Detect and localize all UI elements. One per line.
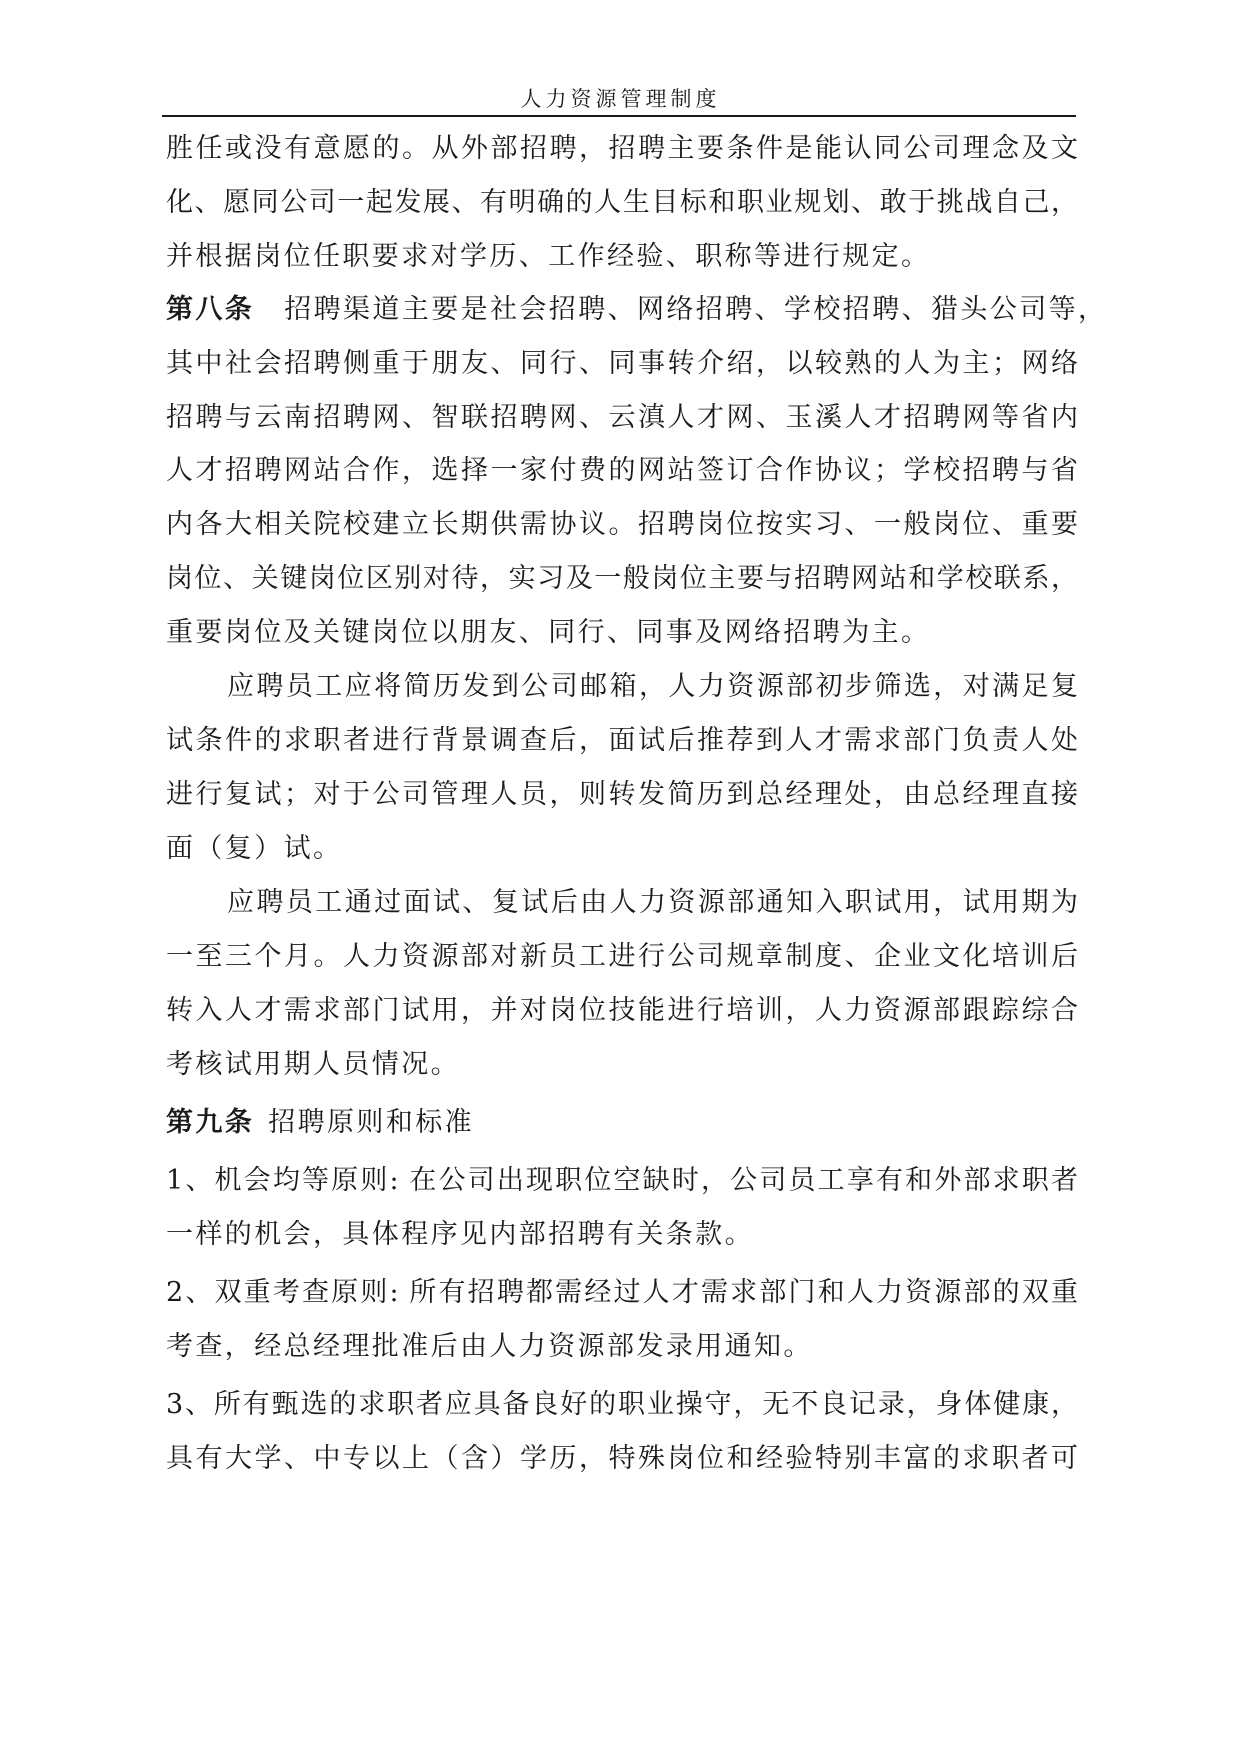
list-item-line: 具有大学、中专以上（含）学历，特殊岗位和经验特别丰富的求职者可 [166, 1443, 1078, 1474]
text-line: 考核试用期人员情况。 [166, 1049, 460, 1080]
text-line: 内各大相关院校建立长期供需协议。招聘岗位按实习、一般岗位、重要 [166, 509, 1078, 540]
text-line: 并根据岗位任职要求对学历、工作经验、职称等进行规定。 [166, 241, 931, 272]
list-item-line: 一样的机会，具体程序见内部招聘有关条款。 [166, 1219, 754, 1250]
text-line: 重要岗位及关键岗位以朋友、同行、同事及网络招聘为主。 [166, 617, 931, 648]
text-line: 人才招聘网站合作，选择一家付费的网站签订合作协议；学校招聘与省 [166, 455, 1078, 486]
text-line: 其中社会招聘侧重于朋友、同行、同事转介绍，以较熟的人为主；网络 [166, 348, 1078, 379]
text-line: 胜任或没有意愿的。从外部招聘，招聘主要条件是能认同公司理念及文 [166, 133, 1078, 164]
text-line: 面（复）试。 [166, 833, 343, 864]
text-line: 化、愿同公司一起发展、有明确的人生目标和职业规划、敢于挑战自己， [166, 187, 1078, 218]
page-header-title: 人力资源管理制度 [520, 87, 721, 111]
list-item-line: 1、机会均等原则: 在公司出现职位空缺时，公司员工享有和外部求职者 [166, 1165, 1078, 1196]
text-line: 应聘员工应将简历发到公司邮箱，人力资源部初步筛选，对满足复 [227, 671, 1078, 702]
text-line: 应聘员工通过面试、复试后由人力资源部通知入职试用，试用期为 [227, 887, 1078, 918]
header-divider [162, 115, 1076, 117]
text-line: 一至三个月。人力资源部对新员工进行公司规章制度、企业文化培训后 [166, 941, 1078, 972]
article-label: 第八条 [166, 294, 255, 325]
text-line: 进行复试；对于公司管理人员，则转发简历到总经理处，由总经理直接 [166, 779, 1078, 810]
text-line: 招聘与云南招聘网、智联招聘网、云滇人才网、玉溪人才招聘网等省内 [166, 402, 1078, 433]
text-line: 岗位、关键岗位区别对待，实习及一般岗位主要与招聘网站和学校联系， [166, 563, 1078, 594]
list-item-line: 考查，经总经理批准后由人力资源部发录用通知。 [166, 1331, 813, 1362]
text-line: 转入人才需求部门试用，并对岗位技能进行培训，人力资源部跟踪综合 [166, 995, 1078, 1026]
article-9-line [166, 1103, 1078, 1143]
list-item-line: 3、所有甄选的求职者应具备良好的职业操守，无不良记录，身体健康， [166, 1389, 1078, 1420]
list-item-line: 2、双重考查原则: 所有招聘都需经过人才需求部门和人力资源部的双重 [166, 1277, 1078, 1308]
article-8-first-line [166, 290, 1108, 330]
article-label: 第九条 [166, 1107, 255, 1138]
article-8-text: 招聘渠道主要是社会招聘、网络招聘、学校招聘、猎头公司等， [284, 294, 1108, 325]
text-line: 试条件的求职者进行背景调查后，面试后推荐到人才需求部门负责人处 [166, 725, 1078, 756]
article-9-text: 招聘原则和标准 [268, 1107, 475, 1138]
